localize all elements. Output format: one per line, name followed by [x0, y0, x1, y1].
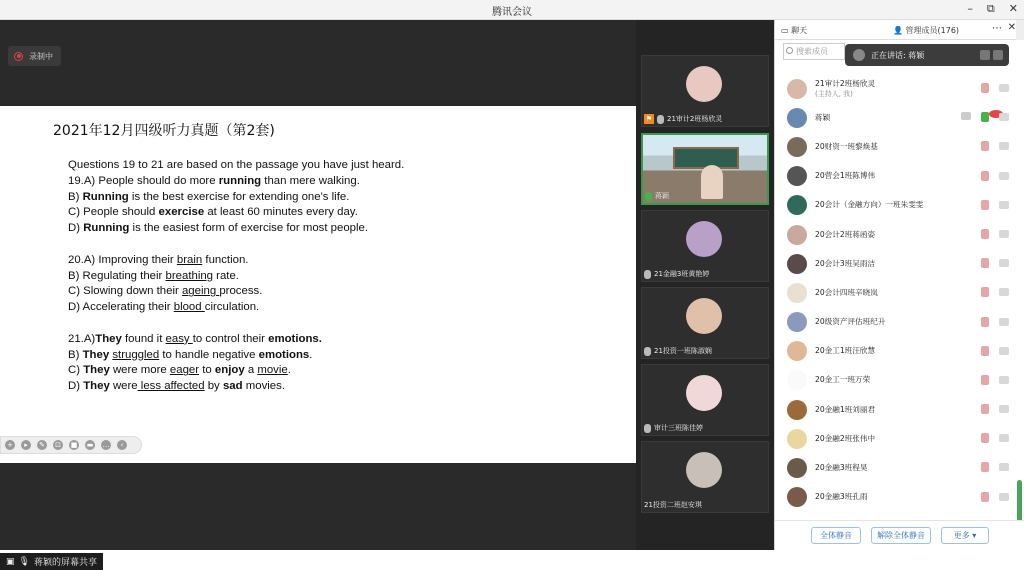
- video-tile[interactable]: [641, 210, 769, 282]
- slide-text-segment: easy: [165, 332, 193, 345]
- avatar: [787, 137, 807, 157]
- search-input[interactable]: [783, 43, 845, 60]
- slide-text-segment: ageing: [181, 285, 220, 298]
- slide-text-segment: running: [218, 174, 262, 187]
- camera-off-icon[interactable]: [999, 113, 1009, 121]
- video-tile[interactable]: [641, 364, 769, 436]
- avatar: [686, 66, 722, 102]
- mic-muted-icon[interactable]: [981, 171, 989, 181]
- mic-muted-icon[interactable]: [981, 404, 989, 414]
- screen-icon: ▣: [6, 556, 15, 567]
- slide-text-segment: eager: [169, 364, 200, 377]
- member-row[interactable]: [775, 191, 1019, 220]
- slide-text-segment: Questions 19 to 21 are based on the passage you have just heard.: [68, 159, 405, 171]
- search-placeholder: 搜索成员: [796, 47, 828, 56]
- recording-label: 录制中: [29, 51, 53, 61]
- member-row[interactable]: [775, 483, 1019, 512]
- minimize-button[interactable]: –: [967, 2, 973, 15]
- slide-text-segment: found it: [121, 332, 166, 345]
- slide-text-segment: Running: [82, 190, 129, 203]
- slide-text-segment: B) Regulating their: [68, 269, 166, 282]
- video-tile[interactable]: [641, 441, 769, 513]
- slide-line: [68, 363, 404, 379]
- participant-name: 21金融3班黄艳婷: [654, 270, 710, 278]
- mic-muted-icon[interactable]: [981, 200, 989, 210]
- slide-text-segment: D): [68, 380, 84, 393]
- rename-icon[interactable]: [993, 50, 1003, 60]
- slide-text-segment: movies.: [242, 380, 285, 393]
- speaking-text: 正在讲话: 蒋颖: [871, 50, 925, 60]
- share-status-text: 蒋颖的屏幕共享: [33, 558, 97, 568]
- close-button[interactable]: ✕: [1008, 2, 1018, 15]
- slide-line: [68, 190, 404, 206]
- avatar: [787, 400, 807, 420]
- member-row[interactable]: [775, 132, 1019, 161]
- member-row[interactable]: [775, 453, 1019, 482]
- camera-off-icon[interactable]: [999, 463, 1009, 471]
- avatar: [787, 370, 807, 390]
- slide-text-segment: C) Slowing down their: [68, 285, 182, 298]
- member-name-text: 20金融3班程昊: [815, 463, 868, 473]
- slide-text-segment: breathing: [165, 269, 214, 282]
- member-row[interactable]: [775, 366, 1019, 395]
- slide-text-segment: .: [309, 348, 313, 361]
- member-name: [815, 375, 870, 385]
- slide-line: [68, 158, 404, 174]
- slide-text-segment: sad: [222, 380, 243, 393]
- member-name: [815, 230, 875, 240]
- slide-text-segment: They: [83, 380, 110, 393]
- camera-off-icon[interactable]: [999, 172, 1009, 180]
- camera-off-icon[interactable]: [999, 230, 1009, 238]
- member-name: [815, 142, 878, 152]
- member-name: [815, 405, 875, 415]
- mic-muted-icon[interactable]: [981, 346, 989, 356]
- slide-text-segment: C): [68, 364, 84, 377]
- slide-text-segment: emotions: [258, 348, 310, 361]
- avatar: [787, 195, 807, 215]
- slide-line: [68, 221, 404, 237]
- mic-muted-icon[interactable]: [981, 492, 989, 502]
- slide-line: [68, 300, 404, 316]
- members-panel: [774, 20, 1024, 550]
- avatar: [686, 452, 722, 488]
- member-name: [815, 463, 867, 473]
- member-name-text: 20会计3班吴雨洁: [815, 258, 876, 268]
- video-gallery: [636, 20, 774, 550]
- mic-icon: [645, 192, 652, 201]
- avatar: [787, 341, 807, 361]
- member-row[interactable]: [775, 162, 1019, 191]
- slide-line: [68, 269, 404, 285]
- unmute-all-button[interactable]: 解除全体静音: [871, 527, 931, 544]
- slide-line: [68, 379, 404, 395]
- mic-icon: [644, 270, 651, 279]
- slide-text-segment: C) People should: [68, 206, 159, 219]
- slide-text-segment: 19.A) People should do more: [68, 174, 219, 187]
- member-row[interactable]: [775, 395, 1019, 424]
- annotation-add-icon[interactable]: +: [5, 440, 15, 450]
- annotation-play-icon[interactable]: ▸: [21, 440, 31, 450]
- camera-off-icon[interactable]: [999, 434, 1009, 442]
- member-row[interactable]: [775, 103, 1019, 132]
- slide-text-segment: movie: [257, 364, 288, 377]
- mic-muted-icon[interactable]: [981, 83, 989, 93]
- camera-off-icon[interactable]: [999, 318, 1009, 326]
- avatar: [787, 254, 807, 274]
- member-name: [815, 171, 875, 181]
- avatar: [787, 166, 807, 186]
- avatar: [787, 312, 807, 332]
- mute-all-button[interactable]: 全体静音: [811, 527, 861, 544]
- slide-title: 2021年12月四级听力真题（第2套): [53, 123, 275, 139]
- slide-text-segment: D) Accelerating their: [68, 301, 174, 314]
- slide-text-segment: blood: [173, 301, 205, 314]
- mic-muted-icon[interactable]: [981, 287, 989, 297]
- recording-indicator[interactable]: [8, 46, 61, 66]
- slide-text-segment: B): [68, 190, 83, 203]
- slide-text-segment: is the best exercise for extending one's life.: [128, 190, 350, 203]
- participant-name: 审计三班陈佳婷: [654, 424, 703, 432]
- slide-text-segment: 20.A) Improving their: [68, 253, 177, 266]
- member-name: [815, 259, 875, 269]
- record-icon: [14, 52, 23, 61]
- member-row[interactable]: [775, 74, 1019, 103]
- slide-line: [68, 174, 404, 190]
- slide-text-segment: to control their: [192, 332, 269, 345]
- search-icon: [786, 47, 793, 54]
- member-row[interactable]: [775, 308, 1019, 337]
- more-options-icon[interactable]: ⋯: [992, 23, 1002, 34]
- slide-blank-line: [68, 316, 404, 332]
- screen-share-icon[interactable]: [961, 112, 971, 120]
- video-tile[interactable]: [641, 287, 769, 359]
- close-panel-icon[interactable]: ✕: [1007, 22, 1016, 33]
- member-name-text: 20金工一班万荣: [815, 375, 871, 385]
- member-name: [815, 492, 867, 502]
- slide-text-segment: They: [95, 332, 122, 345]
- member-row[interactable]: [775, 220, 1019, 249]
- slide-text-segment: struggled: [112, 348, 160, 361]
- avatar: [787, 429, 807, 449]
- member-name: [815, 200, 923, 210]
- slide-line: [68, 348, 404, 364]
- slide-text-segment: function.: [202, 253, 249, 266]
- member-name-text: 20金融3班孔雨: [815, 492, 868, 502]
- screen-share-status: [0, 553, 103, 570]
- tab-members-label: 管理成员(176): [905, 26, 960, 35]
- camera-off-icon[interactable]: [999, 376, 1009, 384]
- slide-text-segment: is the easiest form of exercise for most people.: [129, 222, 369, 235]
- speaker-avatar: [853, 49, 865, 61]
- member-name: [815, 113, 830, 123]
- member-name-text: 20财资一班黎焕基: [815, 141, 878, 151]
- member-name-text: 20金工1班汪欣慧: [815, 346, 876, 356]
- slide-text-segment: enjoy: [214, 364, 245, 377]
- member-name-text: 20金融1班刘丽君: [815, 404, 876, 414]
- member-name-text: 20营会1班陈博伟: [815, 171, 876, 181]
- avatar: [787, 283, 807, 303]
- slide-text-segment: circulation.: [204, 301, 260, 314]
- member-row[interactable]: [775, 424, 1019, 453]
- slide-body: [68, 158, 404, 395]
- annotation-toolbar[interactable]: [0, 436, 142, 454]
- camera-off-icon[interactable]: [999, 493, 1009, 501]
- mic-muted-icon[interactable]: [981, 375, 989, 385]
- camera-off-icon[interactable]: [999, 259, 1009, 267]
- slide-text-segment: .: [287, 364, 291, 377]
- slide-text-segment: to: [199, 364, 215, 377]
- collapse-icon[interactable]: ‹: [117, 440, 127, 450]
- slide-text-segment: rate.: [213, 269, 239, 282]
- slide-text-segment: emotions.: [268, 332, 322, 345]
- camera-off-icon[interactable]: [999, 84, 1009, 92]
- avatar: [686, 298, 722, 334]
- slide-line: [68, 284, 404, 300]
- slide-text-segment: brain: [176, 253, 203, 266]
- member-row[interactable]: [775, 337, 1019, 366]
- video-tile[interactable]: [641, 55, 769, 127]
- slide-text-segment: were more: [109, 364, 170, 377]
- video-tile-active[interactable]: [641, 133, 769, 205]
- slide-text-segment: than mere walking.: [261, 174, 360, 187]
- camera-off-icon[interactable]: [999, 142, 1009, 150]
- member-name-text: 20会计四班辛晓岚: [815, 287, 878, 297]
- participant-name: 蒋颖: [655, 192, 669, 200]
- restore-button[interactable]: ⧉: [986, 2, 995, 15]
- camera-off-icon[interactable]: [999, 201, 1009, 209]
- member-name: [815, 434, 875, 444]
- mic-muted-icon[interactable]: [981, 462, 989, 472]
- mic-icon: 🎙: [18, 556, 30, 567]
- comment-icon[interactable]: ▬: [86, 441, 94, 449]
- shared-screen-area: [0, 20, 636, 568]
- slide-text-segment: They: [83, 364, 110, 377]
- panel-footer: [775, 520, 1024, 550]
- member-name-text: 蒋颖: [815, 112, 831, 122]
- host-icon: ⚑: [645, 115, 653, 123]
- mic-muted-icon[interactable]: [981, 433, 989, 443]
- mute-icon[interactable]: [980, 50, 990, 60]
- member-name-text: 20金融2班张伟中: [815, 433, 876, 443]
- participant-name: 21投资一班陈淑娴: [654, 347, 712, 355]
- slide-text-segment: to handle negative: [159, 348, 259, 361]
- screenshot-icon[interactable]: ⊡: [53, 440, 63, 450]
- slide-text-segment: process.: [219, 285, 263, 298]
- member-name: [815, 288, 878, 298]
- avatar: [686, 221, 722, 257]
- slide-text-segment: They: [82, 348, 110, 361]
- slide-blank-line: [68, 237, 404, 253]
- speaking-indicator: [845, 44, 1009, 66]
- pen-icon[interactable]: ✎: [37, 440, 47, 450]
- member-name-text: 20会计2班蒋函姿: [815, 229, 876, 239]
- avatar: [787, 487, 807, 507]
- slide-text-segment: D): [68, 222, 84, 235]
- slide-line: [68, 253, 404, 269]
- avatar: [787, 458, 807, 478]
- tab-members[interactable]: 👤 管理成员(176): [893, 26, 960, 35]
- member-row[interactable]: [775, 249, 1019, 278]
- tab-chat[interactable]: ▭ 聊天: [781, 26, 808, 35]
- member-role: (主持人, 我): [815, 89, 853, 98]
- member-name-text: 20级资产评估班纪升: [815, 317, 886, 327]
- slide-text-segment: less affected: [137, 380, 205, 393]
- avatar: [787, 225, 807, 245]
- camera-icon[interactable]: ■: [70, 441, 78, 449]
- slide-text-segment: exercise: [158, 206, 205, 219]
- mic-icon: [644, 347, 651, 356]
- member-name: [815, 346, 875, 356]
- participant-name: 21投资二班赵安琪: [644, 501, 702, 509]
- camera-off-icon[interactable]: [999, 405, 1009, 413]
- title-bar: [0, 0, 1024, 20]
- camera-off-icon[interactable]: [999, 347, 1009, 355]
- slide-text-segment: at least 60 minutes every day.: [204, 206, 358, 219]
- participant-name: 21审计2班杨欣灵: [667, 115, 723, 123]
- camera-off-icon[interactable]: [999, 288, 1009, 296]
- more-icon[interactable]: …: [102, 441, 110, 449]
- panel-side-strip: [1016, 20, 1024, 40]
- slide-text-segment: 21.A): [68, 332, 96, 345]
- avatar: [787, 79, 807, 99]
- avatar: [686, 375, 722, 411]
- slide-text-segment: Running: [83, 222, 130, 235]
- scrollbar[interactable]: [1017, 480, 1022, 522]
- member-list: [775, 74, 1019, 512]
- shared-slide: [0, 106, 636, 463]
- mic-muted-icon[interactable]: [981, 317, 989, 327]
- member-name-text: 21审计2班杨欣灵: [815, 78, 876, 88]
- mic-icon: [644, 424, 651, 433]
- slide-line: [68, 332, 404, 348]
- window-title: 腾讯会议: [492, 7, 532, 18]
- mic-muted-icon[interactable]: [981, 141, 989, 151]
- slide-text-segment: by: [204, 380, 223, 393]
- member-name-text: 20会计（金融方向）一班朱雯雯: [815, 200, 924, 210]
- slide-text-segment: B): [68, 348, 83, 361]
- member-name: [815, 317, 885, 327]
- mic-muted-icon[interactable]: [981, 258, 989, 268]
- slide-line: [68, 205, 404, 221]
- slide-text-segment: were: [109, 380, 138, 393]
- avatar: [787, 108, 807, 128]
- mic-icon: [657, 115, 664, 124]
- slide-text-segment: a: [244, 364, 258, 377]
- mic-on-icon[interactable]: [981, 112, 989, 122]
- tab-chat-label: 聊天: [791, 26, 808, 35]
- member-name: [815, 79, 875, 99]
- more-button[interactable]: 更多 ▾: [941, 527, 989, 544]
- member-row[interactable]: [775, 278, 1019, 307]
- mic-muted-icon[interactable]: [981, 229, 989, 239]
